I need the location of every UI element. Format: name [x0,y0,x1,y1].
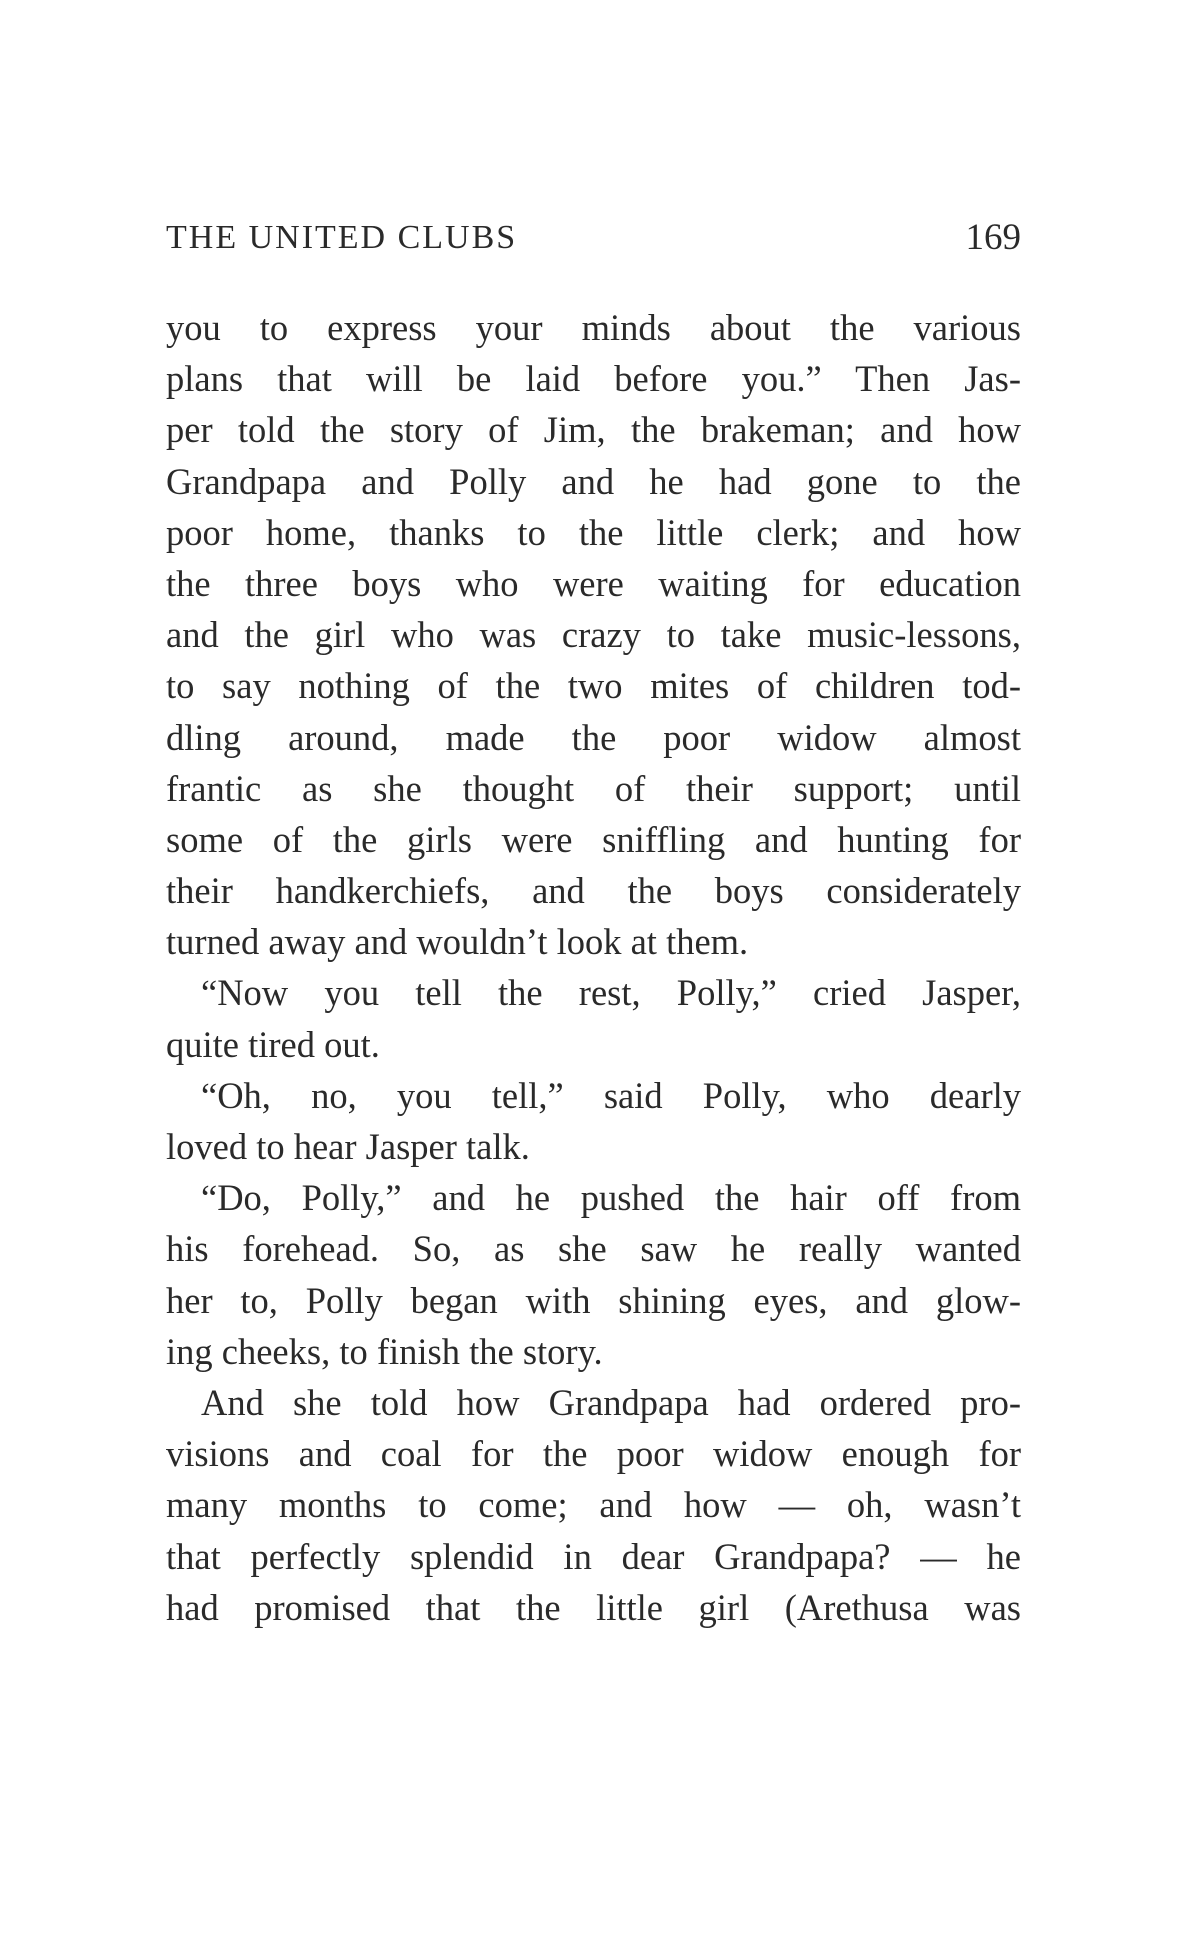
text-line: some of the girls were sniffling and hunting for [166,818,1021,860]
text-line: “Oh, no, you tell,” said Polly, who dearly [201,1074,1021,1116]
text-line: quite tired out. [166,1023,380,1065]
text-line: to say nothing of the two mites of children tod- [166,665,1021,707]
text-line: turned away and wouldn’t look at them. [166,921,749,963]
text-line: frantic as she thought of their support; until [166,767,1021,809]
text-line: their handkerchiefs, and the boys considerately [166,870,1021,912]
text-line: loved to hear Jasper talk. [166,1126,530,1167]
text-line: “Now you tell the rest, Polly,” cried Jasper, [201,972,1021,1014]
text-line: you to express your minds about the various [166,307,1021,348]
text-line: And she told how Grandpapa had ordered pro- [201,1381,1021,1423]
text-line: poor home, thanks to the little clerk; and how [166,511,1021,553]
text-line: that perfectly splendid in dear Grandpapa? — he [166,1535,1021,1577]
page-number: 169 [965,217,1021,258]
text-line: “Do, Polly,” and he pushed the hair off from [201,1177,1021,1219]
text-line: dling around, made the poor widow almost [166,716,1021,758]
text-line: Grandpapa and Polly and he had gone to the [166,460,1021,502]
text-line: visions and coal for the poor widow enough for [166,1433,1021,1475]
text-line: her to, Polly began with shining eyes, and glow- [166,1279,1021,1321]
running-title: THE UNITED CLUBS [166,219,518,256]
text-line: ing cheeks, to finish the story. [166,1330,603,1372]
text-line: had promised that the little girl (Arethusa was [166,1586,1021,1628]
text-line: the three boys who were waiting for education [166,562,1021,604]
text-line: per told the story of Jim, the brakeman; and how [166,409,1021,451]
text-line: his forehead. So, as she saw he really wanted [166,1228,1021,1270]
text-line: plans that will be laid before you.” Then Jas- [166,358,1021,400]
text-line: and the girl who was crazy to take music-lessons, [166,614,1021,656]
text-line: many months to come; and how — oh, wasn’t [166,1484,1021,1526]
running-head [166,208,1021,268]
body-text [166,302,1021,1633]
